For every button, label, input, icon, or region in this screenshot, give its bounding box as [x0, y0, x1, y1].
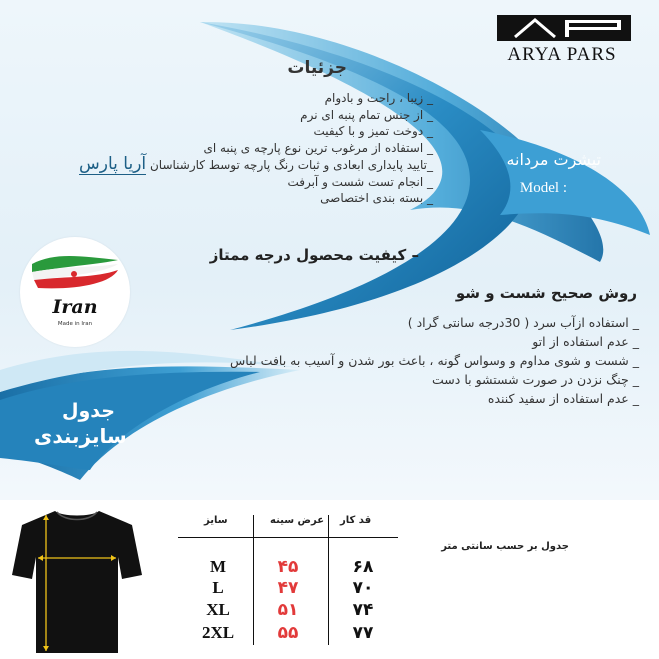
- table-cell-size: 2XL: [201, 623, 235, 642]
- table-cell-size: L: [212, 578, 224, 597]
- list-item: _ استفاده از مرغوب ترین نوع پارچه ی پنبه ای: [203, 140, 433, 155]
- table-cell-size: M: [209, 557, 227, 576]
- brand-word: آریا پارس: [79, 154, 147, 174]
- iran-word: Iran: [52, 296, 98, 318]
- table-cell-chest: ۴۵: [277, 557, 299, 577]
- table-cell-chest: ۵۵: [277, 623, 299, 643]
- brand-name: ARYA PARS: [507, 44, 617, 65]
- list-item: _ بسته بندی اختصاصی: [320, 191, 433, 205]
- wash-list: [219, 313, 639, 408]
- product-label: تیشرت مردانه: [506, 150, 601, 169]
- table-cell-size: XL: [206, 600, 230, 619]
- wash-title: روش صحیح شست و شو: [455, 284, 637, 302]
- tshirt-icon: [10, 505, 144, 655]
- table-cell-height: ۷۴: [352, 600, 374, 620]
- list-item: _ از جنس تمام پنبه ای نرم: [300, 107, 433, 122]
- details-list: [79, 90, 433, 207]
- iran-flag-icon: [30, 250, 120, 294]
- list-item: _ انجام تست شست و آبرفت: [287, 174, 433, 189]
- made-in-text: Made in Iran: [57, 321, 93, 327]
- list-item: _ زیبا ، راحت و بادوام: [324, 91, 433, 105]
- table-cell-height: ۷۰: [352, 578, 374, 598]
- list-item: _ چنگ نزدن در صورت شستشو با دست: [432, 372, 639, 387]
- table-cell-height: ۷۷: [352, 623, 374, 643]
- brand-logo-icon: [497, 15, 631, 41]
- size-section-title: جدول: [62, 400, 115, 422]
- unit-note: جدول بر حسب سانتی متر: [441, 541, 569, 552]
- table-cell-height: ۶۸: [352, 557, 374, 577]
- list-item: _تایید پایداری ابعادی و ثبات رنگ پارچه توسط کارشناسان آریا پارس: [79, 154, 433, 174]
- model-label: Model :: [519, 180, 567, 196]
- list-item: _ دوخت تمیز و با کیفیت: [313, 124, 433, 138]
- list-item: _ عدم استفاده از اتو: [532, 334, 639, 349]
- header-chest: عرض سینه: [270, 515, 325, 526]
- list-item: _ شست و شوی مداوم و وسواس گونه ، باعث بور شدن و آسیب به بافت لباس: [230, 353, 639, 368]
- table-divider: [178, 537, 398, 538]
- list-item: _ عدم استفاده از سفید کننده: [487, 391, 639, 406]
- table-cell-chest: ۴۷: [277, 578, 299, 598]
- details-title: جزئیات: [287, 58, 347, 78]
- quality-statement: – کیفیت محصول درجه ممتاز: [209, 246, 419, 264]
- header-size: سایز: [204, 515, 228, 526]
- list-item: _ استفاده ازآب سرد ( 30درجه سانتی گراد ): [407, 315, 639, 330]
- size-section-subtitle: سایزبندی: [34, 424, 127, 448]
- header-height: قد کار: [340, 515, 372, 526]
- table-divider: [253, 515, 254, 645]
- table-divider: [328, 515, 329, 645]
- table-cell-chest: ۵۱: [277, 600, 299, 620]
